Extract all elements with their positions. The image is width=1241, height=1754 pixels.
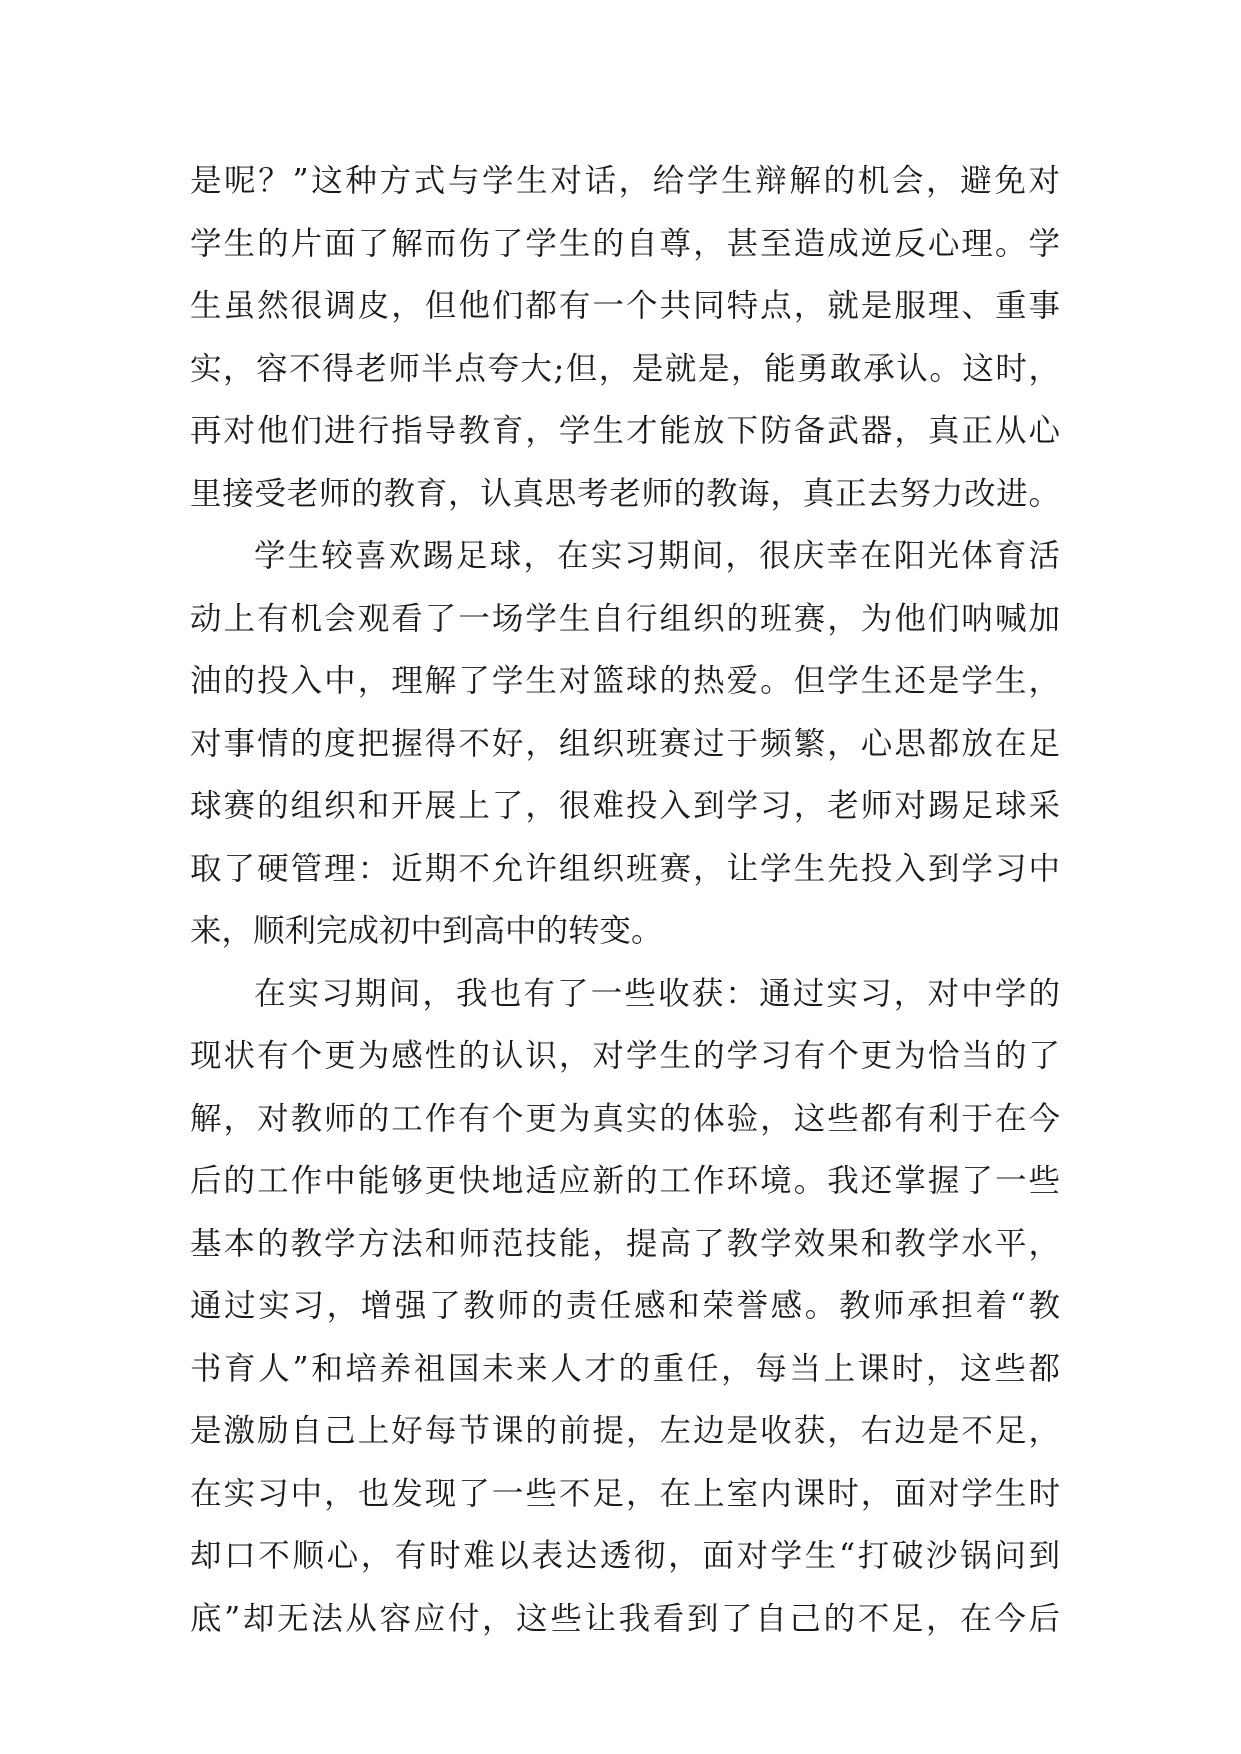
text-line: 基本的教学方法和师范技能，提高了教学效果和教学水平， <box>190 1225 1060 1262</box>
paragraph-3 <box>190 963 1060 1651</box>
text-line: 通过实习，增强了教师的责任感和荣誉感。教师承担着“教 <box>190 1288 1060 1324</box>
document-body <box>190 150 1060 1650</box>
text-line: 来，顺利完成初中到高中的转变。 <box>190 913 663 949</box>
text-line: 学生较喜欢踢足球，在实习期间，很庆幸在阳光体育活 <box>254 538 1060 574</box>
text-line: 底”却无法从容应付，这些让我看到了自己的不足，在今后 <box>190 1600 1060 1637</box>
text-line: 球赛的组织和开展上了，很难投入到学习，老师对踢足球采 <box>190 788 1060 824</box>
text-line: 现状有个更为感性的认识，对学生的学习有个更为恰当的了 <box>190 1038 1060 1074</box>
paragraph-1 <box>190 150 1060 525</box>
text-line: 取了硬管理：近期不允许组织班赛，让学生先投入到学习中 <box>190 850 1060 887</box>
text-line: 却口不顺心，有时难以表达透彻，面对学生“打破沙锅问到 <box>190 1538 1060 1574</box>
text-line: 实，容不得老师半点夸大;但，是就是，能勇敢承认。这时， <box>190 350 1060 387</box>
paragraph-2 <box>190 525 1060 963</box>
text-line: 是呢？”这种方式与学生对话，给学生辩解的机会，避免对 <box>190 163 1060 199</box>
text-line: 学生的片面了解而伤了学生的自尊，甚至造成逆反心理。学 <box>190 225 1060 262</box>
text-line: 在实习中，也发现了一些不足，在上室内课时，面对学生时 <box>190 1475 1060 1512</box>
text-line: 动上有机会观看了一场学生自行组织的班赛，为他们呐喊加 <box>190 600 1060 637</box>
text-line: 解，对教师的工作有个更为真实的体验，这些都有利于在今 <box>190 1100 1060 1137</box>
text-line: 后的工作中能够更快地适应新的工作环境。我还掌握了一些 <box>190 1163 1060 1199</box>
text-line: 再对他们进行指导教育，学生才能放下防备武器，真正从心 <box>190 413 1060 449</box>
text-line: 在实习期间，我也有了一些收获：通过实习，对中学的 <box>254 975 1060 1012</box>
text-line: 生虽然很调皮，但他们都有一个共同特点，就是服理、重事 <box>190 288 1060 324</box>
text-line: 油的投入中，理解了学生对篮球的热爱。但学生还是学生， <box>190 663 1060 699</box>
text-line: 书育人”和培养祖国未来人才的重任，每当上课时，这些都 <box>190 1350 1060 1387</box>
text-line: 是激励自己上好每节课的前提，左边是收获，右边是不足， <box>190 1413 1060 1449</box>
text-line: 里接受老师的教育，认真思考老师的教诲，真正去努力改进。 <box>190 475 1060 512</box>
text-line: 对事情的度把握得不好，组织班赛过于频繁，心思都放在足 <box>190 725 1060 762</box>
